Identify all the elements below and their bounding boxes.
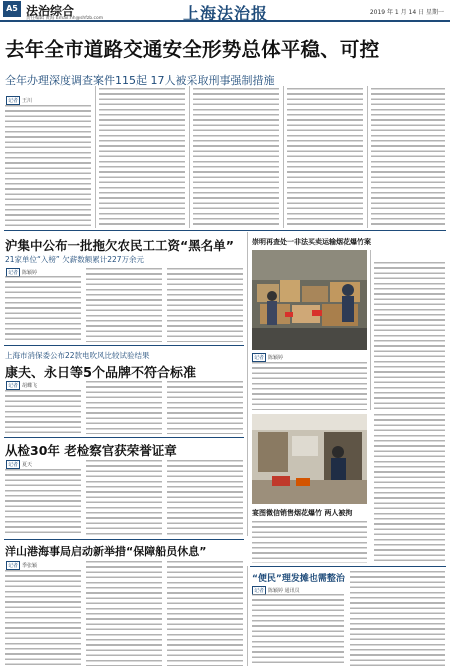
blacklist-headline: 沪集中公布一批拖欠农民工工资“黑名单” <box>5 238 234 253</box>
byline-tag: 记者 <box>254 588 265 594</box>
column-divider <box>247 566 248 666</box>
column-divider <box>283 86 284 228</box>
fireworks-scene-image <box>252 250 367 350</box>
consumer-body-column-2 <box>86 381 162 434</box>
lead-body-column-2 <box>99 88 185 227</box>
byline-tag: 记者 <box>8 383 19 389</box>
section-rule <box>4 539 244 540</box>
consumer-kicker: 上海市消保委公布22款电吹风比较试验结果 <box>5 351 150 360</box>
photo-story-2-caption: 宴图微信销售烟花爆竹 两人被拘 <box>252 509 353 517</box>
byline-name: 陈颖婷 通讯员 <box>268 588 300 594</box>
consumer-body-column-3 <box>167 381 243 434</box>
byline-name: 季张颖 <box>22 563 38 569</box>
port-byline <box>6 561 37 570</box>
byline-tag: 记者 <box>8 270 19 276</box>
newspaper-logo: 上海法治报 <box>183 4 269 23</box>
blacklist-body-column-2 <box>86 268 162 342</box>
section-rule <box>4 345 244 346</box>
byline-tag: 记者 <box>8 563 19 569</box>
consumer-byline <box>6 381 37 390</box>
consumer-headline: 康夫、永日等5个品牌不符合标准 <box>5 366 197 381</box>
byline-tag: 记者 <box>8 98 19 104</box>
issue-date: 2019 年 1 月 14 日 星期一 <box>369 9 444 16</box>
port-body-column-2 <box>86 561 162 666</box>
blacklist-body-column-3 <box>167 268 243 342</box>
photo-story-2-body-column-2 <box>374 414 445 563</box>
byline-tag: 记者 <box>8 462 19 468</box>
convenience-body-column-1 <box>252 594 344 666</box>
lead-headline: 去年全市道路交通安全形势总体平稳、可控 <box>5 38 380 61</box>
editor-line: 责任编辑 黄海 Email:hh@shfzb.com <box>26 16 104 21</box>
photo-story-body-column-1 <box>374 262 445 410</box>
convenience-body-column-2 <box>350 571 445 666</box>
lead-body-column-1 <box>5 105 91 227</box>
section-rule <box>4 437 244 438</box>
column-divider <box>247 232 248 536</box>
section-rule <box>250 566 446 567</box>
lead-body-column-4 <box>287 88 363 227</box>
blacklist-subheadline: 21家单位“入榜” 欠薪数额累计227万余元 <box>5 255 145 264</box>
photo-story-caption: 崇明再查处一非法买卖运输烟花爆竹案 <box>252 238 371 246</box>
prosecutor-headline: 从检30年 老检察官获荣誉证章 <box>5 443 177 458</box>
consumer-body-column-1 <box>5 390 81 434</box>
byline-name: 王川 <box>22 98 33 104</box>
port-headline: 洋山港海事局启动新举措“保障船员休息” <box>5 545 207 558</box>
column-divider <box>370 250 371 410</box>
column-divider <box>367 86 368 228</box>
photo-story-body-column-2 <box>252 362 367 410</box>
column-divider <box>189 86 190 228</box>
byline-name: 胡蝶飞 <box>22 383 38 389</box>
convenience-headline: “便民”理发摊也需整治 <box>252 574 345 584</box>
byline-name: 陈颖婷 <box>268 355 284 361</box>
port-body-column-3 <box>167 561 243 666</box>
photo-story-2-body <box>252 521 367 563</box>
section-name: 法治综合 <box>26 4 75 18</box>
interior-photo <box>252 414 367 504</box>
lead-body-column-3 <box>193 88 279 227</box>
prosecutor-body-column-1 <box>5 469 81 536</box>
column-divider <box>95 86 96 228</box>
page-number: A5 <box>3 1 21 17</box>
interior-scene-image <box>252 414 367 504</box>
port-body-column-1 <box>5 570 81 666</box>
section-rule <box>4 230 446 231</box>
blacklist-body-column-1 <box>5 276 81 342</box>
lead-subheadline: 全年办理深度调查案件115起 17人被采取刑事强制措施 <box>5 74 275 87</box>
lead-body-column-5 <box>371 88 445 227</box>
photo-story-byline <box>252 353 283 362</box>
prosecutor-body-column-2 <box>86 460 162 536</box>
lead-byline <box>6 96 32 105</box>
prosecutor-byline <box>6 460 32 469</box>
byline-name: 夏天 <box>22 462 33 468</box>
seized-fireworks-photo <box>252 250 367 350</box>
prosecutor-body-column-3 <box>167 460 243 536</box>
masthead <box>0 0 450 22</box>
byline-tag: 记者 <box>254 355 265 361</box>
byline-name: 陈颖婷 <box>22 270 38 276</box>
